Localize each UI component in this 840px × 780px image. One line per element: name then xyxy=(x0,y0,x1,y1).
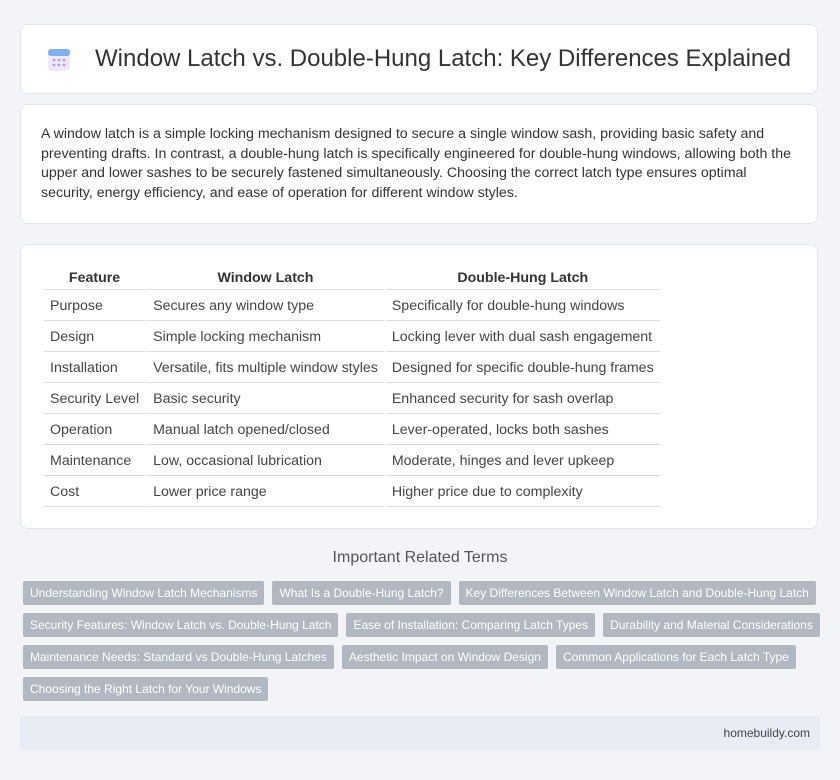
table-cell: Cost xyxy=(44,478,145,507)
related-term-tag[interactable]: What Is a Double-Hung Latch? xyxy=(272,581,450,605)
table-cell: Simple locking mechanism xyxy=(147,323,384,352)
table-cell: Manual latch opened/closed xyxy=(147,416,384,445)
related-term-tag[interactable]: Security Features: Window Latch vs. Double-Hung Latch xyxy=(23,613,338,637)
calendar-icon xyxy=(47,46,71,72)
table-cell: Installation xyxy=(44,354,145,383)
table-cell: Design xyxy=(44,323,145,352)
table-cell: Locking lever with dual sash engagement xyxy=(386,323,660,352)
related-terms-list xyxy=(23,581,823,701)
related-term-tag[interactable]: Maintenance Needs: Standard vs Double-Hung Latches xyxy=(23,645,334,669)
related-term-tag[interactable]: Understanding Window Latch Mechanisms xyxy=(23,581,264,605)
table-cell: Higher price due to complexity xyxy=(386,478,660,507)
related-term-tag[interactable]: Durability and Material Considerations xyxy=(603,613,820,637)
related-term-tag[interactable]: Choosing the Right Latch for Your Windows xyxy=(23,677,268,701)
table-row xyxy=(44,292,660,321)
table-cell: Lower price range xyxy=(147,478,384,507)
related-terms-title: Important Related Terms xyxy=(332,549,508,566)
table-cell: Secures any window type xyxy=(147,292,384,321)
intro-card xyxy=(20,104,818,224)
table-row xyxy=(44,416,660,445)
table-cell: Enhanced security for sash overlap xyxy=(386,385,660,414)
related-term-tag[interactable]: Ease of Installation: Comparing Latch Types xyxy=(346,613,595,637)
table-cell: Purpose xyxy=(44,292,145,321)
table-row xyxy=(44,385,660,414)
footer xyxy=(20,716,820,750)
table-cell: Moderate, hinges and lever upkeep xyxy=(386,447,660,476)
table-header-row xyxy=(44,267,660,290)
table-cell: Designed for specific double-hung frames xyxy=(386,354,660,383)
page-title: Window Latch vs. Double-Hung Latch: Key Differences Explained xyxy=(95,45,791,72)
table-cell: Low, occasional lubrication xyxy=(147,447,384,476)
table-cell: Basic security xyxy=(147,385,384,414)
table-row xyxy=(44,354,660,383)
comparison-table xyxy=(42,265,662,509)
intro-paragraph: A window latch is a simple locking mechanism designed to secure a single window sash, providing basic safety and preventing drafts. In contrast, a double-hung latch is specifically engineered for double-hung windows, allowing both the upper and lower sashes to be securely fastened simultaneously. Choosing the correct latch type ensures optimal security, energy efficiency, and ease of operation for different window styles. xyxy=(41,126,792,201)
related-term-tag[interactable]: Key Differences Between Window Latch and Double-Hung Latch xyxy=(459,581,816,605)
related-term-tag[interactable]: Common Applications for Each Latch Type xyxy=(556,645,796,669)
table-cell: Security Level xyxy=(44,385,145,414)
table-cell: Maintenance xyxy=(44,447,145,476)
table-row xyxy=(44,447,660,476)
table-cell: Versatile, fits multiple window styles xyxy=(147,354,384,383)
table-cell: Operation xyxy=(44,416,145,445)
comparison-card xyxy=(20,244,818,529)
table-row xyxy=(44,323,660,352)
header-double-hung-latch: Double-Hung Latch xyxy=(386,267,660,290)
footer-site[interactable]: homebuildy.com xyxy=(723,726,810,740)
table-row xyxy=(44,478,660,507)
table-cell: Lever-operated, locks both sashes xyxy=(386,416,660,445)
title-card xyxy=(20,24,818,94)
header-window-latch: Window Latch xyxy=(147,267,384,290)
table-cell: Specifically for double-hung windows xyxy=(386,292,660,321)
header-feature: Feature xyxy=(44,267,145,290)
related-term-tag[interactable]: Aesthetic Impact on Window Design xyxy=(342,645,548,669)
